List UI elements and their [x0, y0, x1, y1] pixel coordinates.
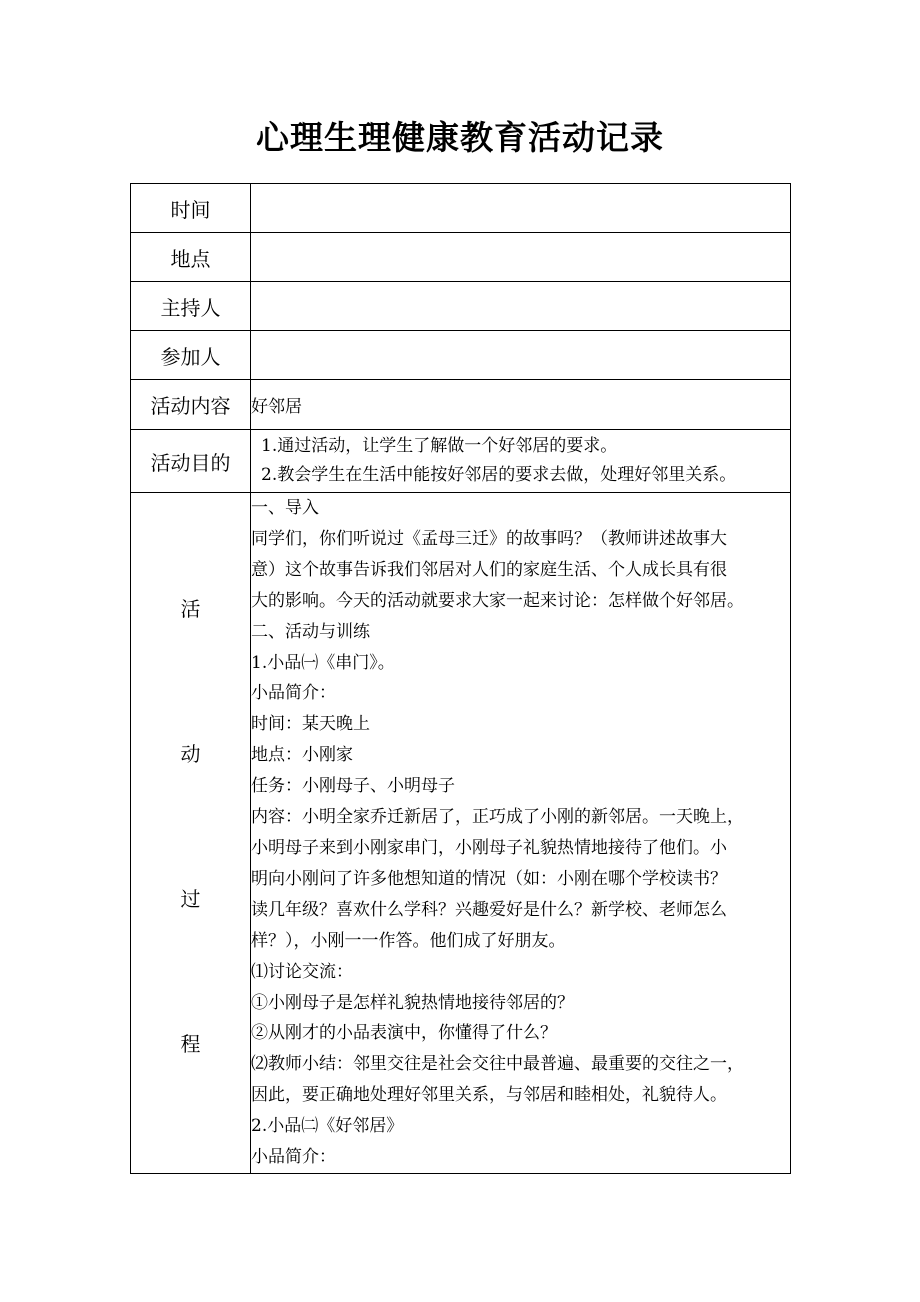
process-line: 二、活动与训练: [251, 621, 370, 642]
participants-label: 参加人: [131, 331, 251, 380]
process-label: [131, 493, 251, 1174]
process-line: ⑴讨论交流：: [251, 961, 353, 982]
process-line: 明向小刚问了许多他想知道的情况（如：小刚在哪个学校读书？: [251, 868, 727, 889]
process-line: 2.小品㈡《好邻居》: [251, 1116, 404, 1137]
place-value[interactable]: [251, 233, 791, 282]
purpose-line: 1.通过活动，让学生了解做一个好邻居的要求。: [261, 436, 618, 456]
process-line: ⑵教师小结：邻里交往是社会交往中最普遍、最重要的交往之一，: [251, 1054, 744, 1075]
process-label-char: 过: [180, 887, 201, 911]
process-line: ②从刚才的小品表演中，你懂得了什么？: [251, 1023, 557, 1044]
process-line: 因此，要正确地处理好邻里关系，与邻居和睦相处，礼貌待人。: [251, 1085, 727, 1106]
row-participants: [131, 331, 791, 380]
process-line: 大的影响。今天的活动就要求大家一起来讨论：怎样做个好邻居。: [251, 590, 744, 611]
host-value[interactable]: [251, 282, 791, 331]
content-value[interactable]: 好邻居: [251, 380, 791, 430]
process-line: 一、导入: [251, 498, 319, 519]
process-label-char: 程: [180, 1032, 201, 1056]
process-line: 时间：某天晚上: [251, 714, 370, 735]
purpose-value[interactable]: [251, 430, 791, 493]
process-line: 样？），小刚一一作答。他们成了好朋友。: [251, 930, 566, 951]
place-label: 地点: [131, 233, 251, 282]
process-line: 小品简介：: [251, 1147, 336, 1168]
row-content: [131, 380, 791, 430]
process-line: 读几年级？喜欢什么学科？兴趣爱好是什么？新学校、老师怎么: [251, 899, 727, 920]
time-label: 时间: [131, 184, 251, 233]
host-label: 主持人: [131, 282, 251, 331]
row-time: [131, 184, 791, 233]
process-line: 同学们，你们听说过《孟母三迁》的故事吗？（教师讲述故事大: [251, 528, 727, 549]
process-content[interactable]: [251, 493, 791, 1174]
process-line: 小品简介：: [251, 683, 336, 704]
row-process: [131, 493, 791, 1174]
page-title: 心理生理健康教育活动记录: [256, 118, 664, 157]
row-place: [131, 233, 791, 282]
process-line: 小明母子来到小刚家串门，小刚母子礼貌热情地接待了他们。小: [251, 838, 727, 858]
process-label-char: 活: [180, 597, 201, 621]
process-line: 任务：小刚母子、小明母子: [251, 776, 455, 797]
process-line: 1.小品㈠《串门》。: [251, 652, 395, 673]
process-label-char: 动: [180, 742, 201, 766]
process-line: 地点：小刚家: [251, 745, 353, 766]
content-label: 活动内容: [131, 380, 251, 430]
purpose-label: 活动目的: [131, 430, 251, 493]
process-line: 内容：小明全家乔迁新居了，正巧成了小刚的新邻居。一天晚上，: [251, 807, 744, 828]
process-line: ①小刚母子是怎样礼貌热情地接待邻居的？: [251, 992, 574, 1013]
row-host: [131, 282, 791, 331]
participants-value[interactable]: [251, 331, 791, 380]
row-purpose: [131, 430, 791, 493]
activity-record-table: [130, 183, 791, 1174]
time-value[interactable]: [251, 184, 791, 233]
purpose-line: 2.教会学生在生活中能按好邻居的要求去做，处理好邻里关系。: [261, 465, 737, 485]
process-line: 意）这个故事告诉我们邻居对人们的家庭生活、个人成长具有很: [251, 559, 727, 580]
